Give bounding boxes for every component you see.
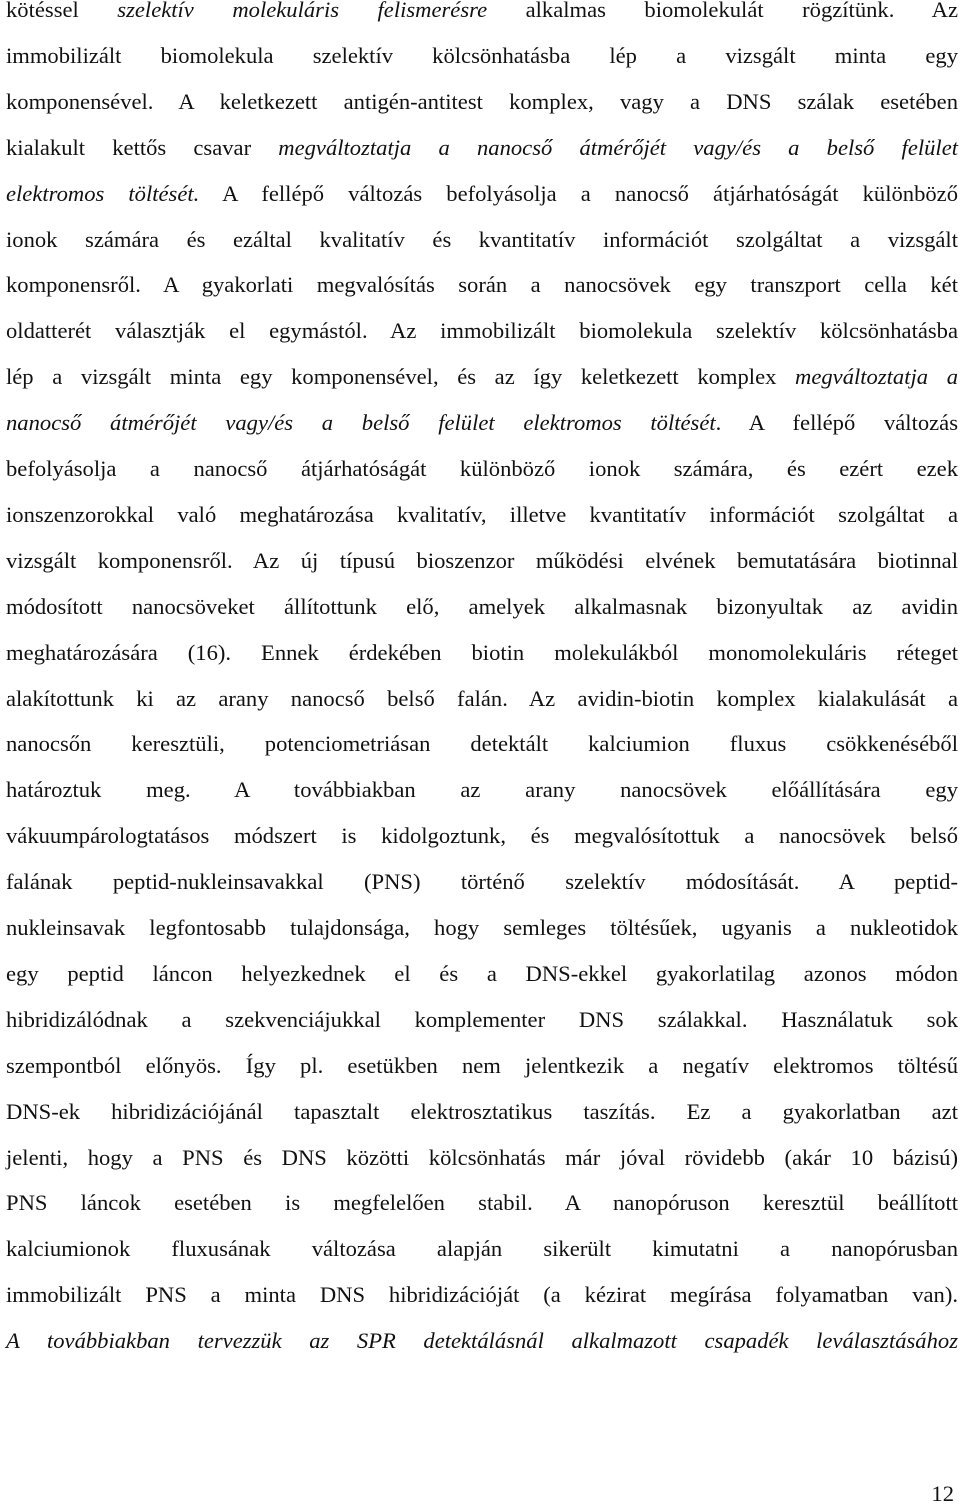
body-text: kialakult kettős csavar <box>6 134 279 160</box>
text-line <box>6 914 958 942</box>
body-text: nukleinsavak legfontosabb tulajdonsága, hogy semleges töltésűek, ugyanis a nukleotidok <box>6 915 958 940</box>
text-line <box>6 1144 958 1172</box>
text-line <box>6 685 958 713</box>
body-text: kötéssel <box>6 0 118 22</box>
body-text: meghatározására (16). Ennek érdekében biotin molekulákból monomolekuláris réteget <box>6 639 958 665</box>
body-text: nanocsőn keresztüli, potenciometriásan detektált kalciumion fluxus csökkenéséből <box>6 731 958 757</box>
body-text: A fellépő változás befolyásolja a nanocső átjárhatóságát különböző <box>199 180 958 206</box>
italic-text: megváltoztatja a nanocső átmérőjét vagy/és a belső felület <box>278 134 959 160</box>
text-line <box>6 776 958 804</box>
text-line <box>6 1327 958 1355</box>
text-line <box>6 1006 958 1034</box>
text-line <box>6 1052 958 1080</box>
body-text: . A fellépő változás <box>715 410 959 436</box>
body-text: egy peptid láncon helyezkednek el és a DNS-ekkel gyakorlatilag azonos módon <box>6 960 958 986</box>
body-text: ionok számára és ezáltal kvalitatív és kvantitatív információt szolgáltat a vizsgált <box>6 226 958 252</box>
body-text: határoztuk meg. A továbbiakban az arany nanocsövek előállítására egy <box>6 777 958 803</box>
text-line <box>6 730 958 758</box>
body-text: hibridizálódnak a szekvenciájukkal komplementer DNS szálakkal. Használatuk sok <box>6 1006 958 1032</box>
body-text: falának peptid-nukleinsavakkal (PNS) történő szelektív módosítását. A peptid- <box>6 869 958 895</box>
body-text: vákuumpárologtatásos módszert is kidolgoztunk, és megvalósítottuk a nanocsövek belső <box>6 823 958 849</box>
text-line <box>6 0 958 24</box>
text-line <box>6 42 958 70</box>
italic-text: A továbbiakban tervezzük az SPR detektálásnál alkalmazott csapadék leválasztásához <box>6 1328 958 1354</box>
text-line <box>6 1098 958 1126</box>
text-line <box>6 455 958 483</box>
body-text: komponensről. A gyakorlati megvalósítás során a nanocsövek egy transzport cella két <box>6 272 958 298</box>
body-text: immobilizált biomolekula szelektív kölcsönhatásba lép a vizsgált minta egy <box>6 42 958 68</box>
text-line <box>6 593 958 621</box>
text-line <box>6 88 958 116</box>
italic-text: nanocső átmérőjét vagy/és a belső felület elektromos töltését <box>6 410 716 436</box>
body-text: PNS láncok esetében is megfelelően stabil. A nanopóruson keresztül beállított <box>6 1190 958 1216</box>
text-line <box>6 271 958 299</box>
body-text: oldatterét választják el egymástól. Az immobilizált biomolekula szelektív kölcsönhatásba <box>6 318 958 344</box>
text-line <box>6 822 958 850</box>
body-text: lép a vizsgált minta egy komponensével, és az így keletkezett komplex <box>6 364 796 390</box>
text-line <box>6 960 958 988</box>
body-text: immobilizált PNS a minta DNS hibridizációját (a kézirat megírása folyamatban van). <box>6 1282 958 1308</box>
text-line <box>6 547 958 575</box>
body-text: kalciumionok fluxusának változása alapján sikerült kimutatni a nanopórusban <box>6 1236 958 1262</box>
text-line <box>6 1235 958 1263</box>
body-text: DNS-ek hibridizációjánál tapasztalt elektrosztatikus taszítás. Ez a gyakorlatban azt <box>6 1098 958 1124</box>
body-text: szempontból előnyös. Így pl. esetükben nem jelentkezik a negatív elektromos töltésű <box>6 1052 958 1078</box>
text-line <box>6 1189 958 1217</box>
text-line <box>6 868 958 896</box>
body-text: komponensével. A keletkezett antigén-antitest komplex, vagy a DNS szálak esetében <box>6 88 958 114</box>
text-line <box>6 134 958 162</box>
text-line <box>6 409 958 437</box>
italic-text: megváltoztatja a <box>795 364 958 390</box>
body-text: befolyásolja a nanocső átjárhatóságát különböző ionok számára, és ezért ezek <box>6 456 958 481</box>
body-text: ionszenzorokkal való meghatározása kvalitatív, illetve kvantitatív információt szolgáltat a <box>6 501 958 527</box>
text-line <box>6 226 958 254</box>
text-line <box>6 1281 958 1309</box>
page-number: 12 <box>931 1481 954 1506</box>
body-text: alkalmas biomolekulát rögzítünk. Az <box>487 0 958 22</box>
body-text: alakítottunk ki az arany nanocső belső falán. Az avidin-biotin komplex kialakulását a <box>6 685 958 711</box>
text-line <box>6 317 958 345</box>
text-line <box>6 363 958 391</box>
text-line <box>6 639 958 667</box>
italic-text: elektromos töltését. <box>6 180 200 206</box>
body-text: vizsgált komponensről. Az új típusú bioszenzor működési elvének bemutatására biotinnal <box>6 547 958 573</box>
text-line <box>6 180 958 208</box>
body-text: jelenti, hogy a PNS és DNS közötti kölcsönhatás már jóval rövidebb (akár 10 bázisú) <box>6 1144 958 1170</box>
body-text: módosított nanocsöveket állítottunk elő, amelyek alkalmasnak bizonyultak az avidin <box>6 593 958 619</box>
italic-text: szelektív molekuláris felismerésre <box>117 0 488 22</box>
text-line <box>6 501 958 529</box>
